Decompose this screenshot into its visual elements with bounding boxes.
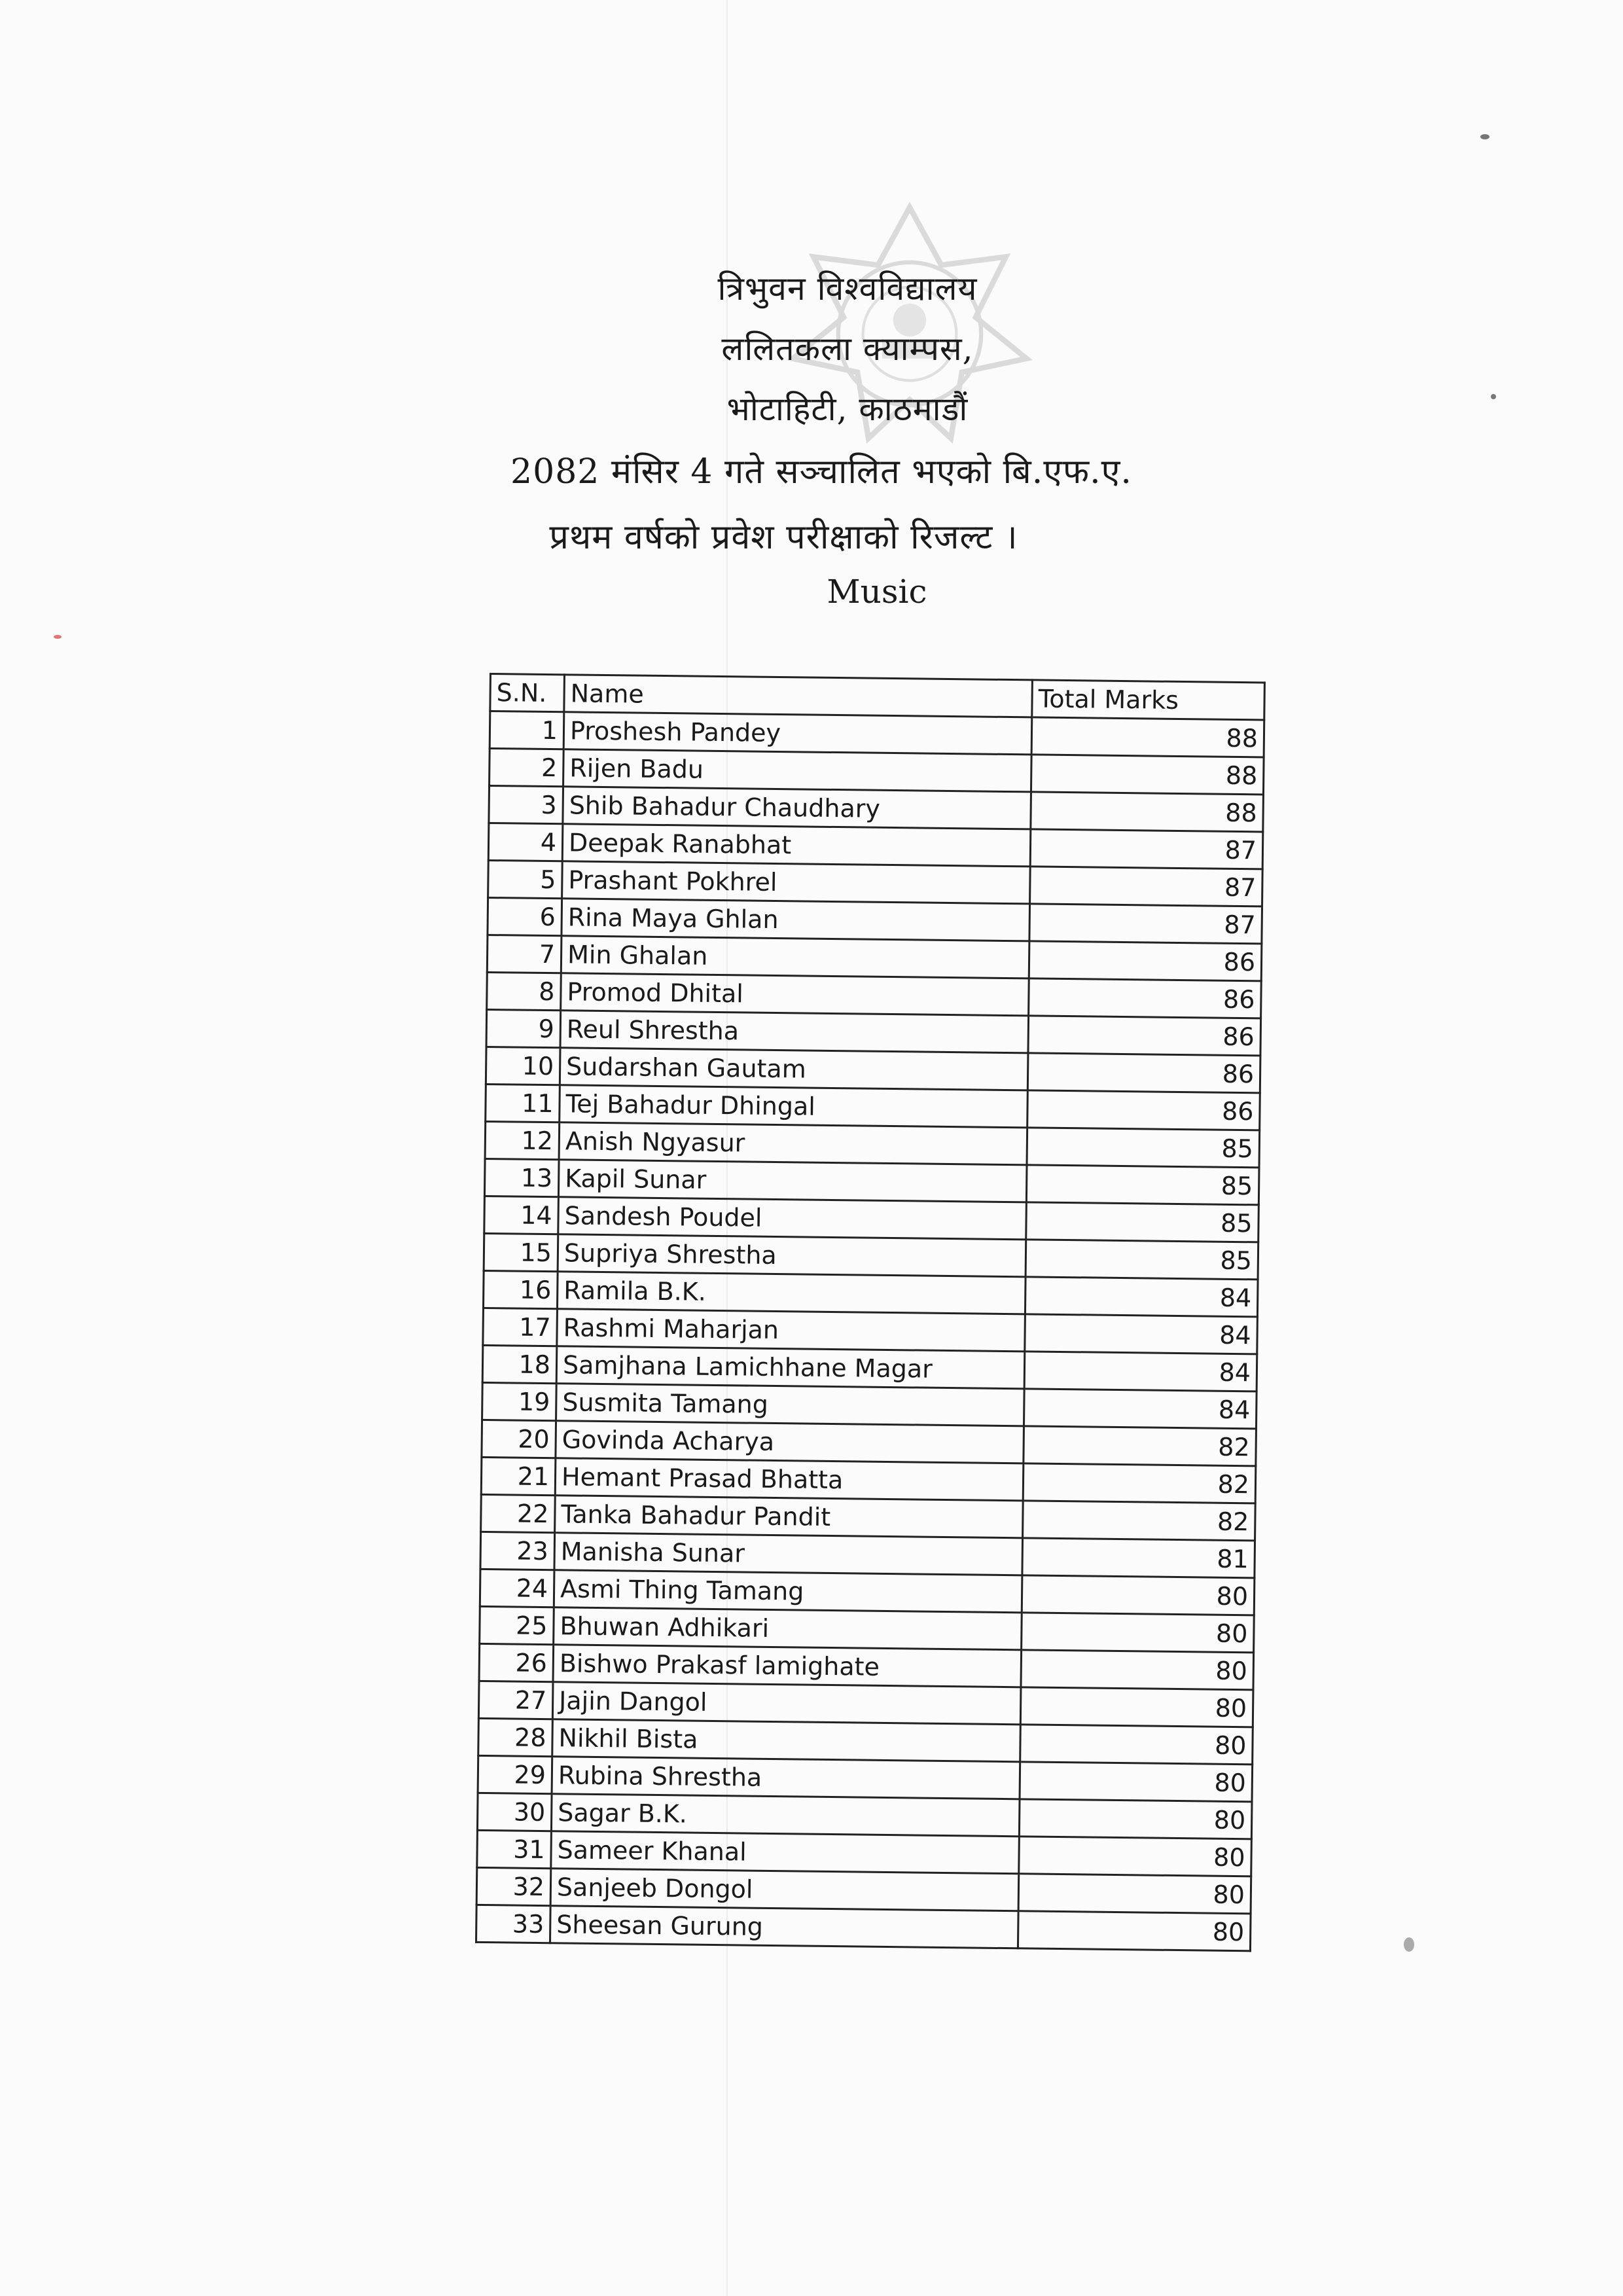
university-name: त्रिभुवन विश्वविद्यालय — [717, 270, 978, 308]
row-name: Sameer Khanal — [551, 1831, 1020, 1874]
row-name: Tej Bahadur Dhingal — [560, 1085, 1028, 1128]
scan-speck — [54, 635, 62, 639]
notice-line-2: प्रथम वर्षको प्रवेश परीक्षाको रिजल्ट । — [549, 518, 1018, 557]
row-marks: 87 — [1030, 867, 1263, 906]
row-name: Promod Dhital — [561, 973, 1029, 1016]
row-sn: 28 — [478, 1718, 553, 1756]
header-total-marks: Total Marks — [1032, 680, 1265, 720]
row-sn: 4 — [488, 823, 563, 861]
row-name: Rijen Badu — [563, 749, 1032, 792]
row-sn: 13 — [484, 1158, 559, 1196]
row-name: Rubina Shrestha — [552, 1757, 1020, 1799]
row-name: Min Ghalan — [561, 936, 1029, 978]
row-name: Hemant Prasad Bhatta — [555, 1458, 1024, 1501]
row-name: Sandesh Poudel — [558, 1197, 1027, 1240]
row-sn: 6 — [488, 897, 562, 935]
row-sn: 7 — [487, 935, 562, 973]
row-name: Manisha Sunar — [554, 1533, 1023, 1575]
row-marks: 81 — [1022, 1538, 1255, 1578]
row-name: Sagar B.K. — [551, 1794, 1020, 1837]
row-marks: 80 — [1020, 1725, 1253, 1765]
row-marks: 86 — [1027, 1053, 1260, 1093]
row-marks: 82 — [1024, 1426, 1257, 1466]
row-name: Proshesh Pandey — [563, 712, 1032, 755]
row-sn: 24 — [480, 1569, 554, 1607]
row-sn: 19 — [482, 1382, 557, 1420]
row-name: Jajin Dangol — [552, 1682, 1021, 1725]
row-sn: 25 — [480, 1606, 554, 1644]
row-name: Asmi Thing Tamang — [554, 1570, 1022, 1613]
row-sn: 8 — [487, 972, 562, 1010]
row-marks: 80 — [1019, 1799, 1252, 1839]
row-name: Prashant Pokhrel — [562, 861, 1031, 904]
row-sn: 22 — [481, 1494, 556, 1532]
results-body — [476, 711, 1264, 1951]
row-sn: 10 — [486, 1047, 560, 1085]
row-marks: 86 — [1029, 978, 1262, 1018]
row-name: Bishwo Prakasf lamighate — [553, 1645, 1022, 1687]
row-name: Sudarshan Gautam — [560, 1048, 1028, 1090]
row-sn: 9 — [486, 1009, 561, 1047]
row-name: Govinda Acharya — [556, 1421, 1024, 1463]
row-marks: 80 — [1018, 1874, 1251, 1914]
row-sn: 2 — [490, 749, 564, 787]
row-marks: 82 — [1023, 1463, 1256, 1503]
row-marks: 88 — [1031, 792, 1264, 832]
row-marks: 82 — [1023, 1501, 1256, 1541]
row-name: Ramila B.K. — [557, 1272, 1026, 1314]
row-sn: 21 — [481, 1457, 556, 1495]
row-sn: 15 — [484, 1233, 558, 1271]
row-name: Rina Maya Ghlan — [562, 899, 1030, 941]
row-sn: 31 — [477, 1830, 552, 1868]
row-marks: 84 — [1024, 1352, 1257, 1391]
row-marks: 84 — [1025, 1277, 1258, 1317]
row-sn: 32 — [476, 1867, 551, 1905]
row-marks: 80 — [1021, 1650, 1254, 1690]
row-marks: 85 — [1026, 1202, 1259, 1242]
row-marks: 88 — [1031, 717, 1264, 757]
scan-speck — [1404, 1937, 1414, 1952]
row-sn: 30 — [477, 1793, 552, 1831]
row-marks: 86 — [1028, 1016, 1261, 1056]
row-sn: 17 — [483, 1308, 558, 1346]
row-name: Supriya Shrestha — [558, 1234, 1026, 1277]
row-sn: 23 — [480, 1532, 555, 1570]
results-table — [475, 673, 1266, 1952]
row-marks: 86 — [1029, 941, 1262, 981]
campus-name: ललितकला क्याम्पस, — [721, 330, 974, 368]
row-marks: 80 — [1018, 1911, 1251, 1951]
row-name: Sanjeeb Dongol — [550, 1869, 1019, 1911]
row-marks: 85 — [1026, 1240, 1258, 1280]
row-name: Bhuwan Adhikari — [554, 1607, 1022, 1650]
row-marks: 80 — [1022, 1613, 1255, 1653]
row-marks: 80 — [1022, 1575, 1255, 1615]
row-sn: 20 — [482, 1420, 556, 1458]
scan-speck — [1480, 134, 1489, 139]
table-row — [476, 1905, 1251, 1950]
row-name: Anish Ngyasur — [559, 1122, 1027, 1165]
row-sn: 1 — [490, 711, 564, 749]
row-marks: 80 — [1020, 1762, 1253, 1802]
campus-location: भोटाहिटी, काठमाडौं — [726, 390, 969, 428]
row-sn: 14 — [484, 1196, 559, 1234]
row-name: Samjhana Lamichhane Magar — [556, 1346, 1025, 1389]
row-name: Shib Bahadur Chaudhary — [563, 787, 1031, 829]
header-name: Name — [564, 675, 1033, 717]
row-name: Rashmi Maharjan — [557, 1309, 1026, 1352]
row-sn: 16 — [483, 1270, 558, 1308]
row-marks: 84 — [1024, 1389, 1257, 1429]
subject-title: Music — [827, 573, 927, 611]
row-sn: 29 — [478, 1755, 552, 1793]
row-sn: 33 — [476, 1905, 550, 1943]
row-sn: 3 — [489, 786, 563, 824]
document-header — [0, 259, 1623, 570]
row-sn: 27 — [478, 1681, 553, 1719]
row-sn: 12 — [485, 1121, 560, 1159]
row-marks: 80 — [1020, 1687, 1253, 1727]
row-marks: 85 — [1026, 1165, 1259, 1205]
row-marks: 86 — [1027, 1090, 1260, 1130]
row-sn: 26 — [479, 1643, 554, 1681]
row-name: Tanka Bahadur Pandit — [555, 1496, 1024, 1538]
row-sn: 5 — [488, 860, 563, 898]
header-sn: S.N. — [490, 674, 565, 712]
row-marks: 88 — [1031, 755, 1264, 795]
notice-line-1: 2082 मंसिर 4 गते सञ्चालित भएको बि.एफ.ए. — [510, 452, 1132, 492]
scan-speck — [1491, 394, 1496, 399]
row-sn: 11 — [486, 1084, 560, 1122]
row-name: Sheesan Gurung — [550, 1906, 1018, 1948]
row-marks: 84 — [1025, 1314, 1258, 1354]
row-name: Reul Shrestha — [560, 1011, 1029, 1053]
row-name: Susmita Tamang — [556, 1384, 1025, 1426]
row-name: Deepak Ranabhat — [562, 824, 1031, 867]
row-name: Kapil Sunar — [558, 1160, 1027, 1202]
row-marks: 87 — [1029, 904, 1262, 944]
row-marks: 80 — [1019, 1837, 1252, 1876]
row-marks: 87 — [1030, 829, 1263, 869]
row-sn: 18 — [482, 1345, 557, 1383]
row-marks: 85 — [1027, 1128, 1260, 1168]
row-name: Nikhil Bista — [552, 1719, 1021, 1762]
